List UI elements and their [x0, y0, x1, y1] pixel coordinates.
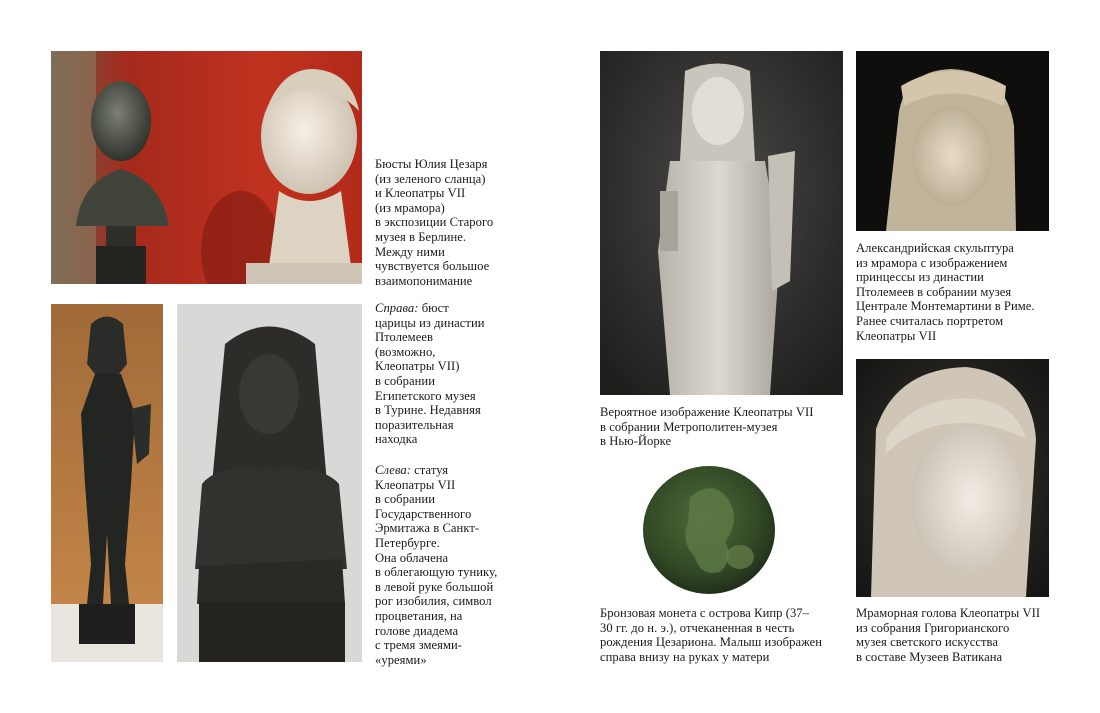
alexandria-head-photo	[856, 51, 1049, 231]
coin-photo	[640, 462, 779, 597]
coin-caption: Бронзовая монета с острова Кипр (37– 30 гг. до н. э.), отчеканенная в честь рождения Цезариона. Малыш изображен справа внизу на руках у матери	[600, 606, 823, 664]
met-statue-photo	[600, 51, 843, 395]
vatican-head-photo	[856, 359, 1049, 597]
met-caption: Вероятное изображение Клеопатры VII в собрании Метрополитен-музея в Нью-Йорке	[600, 405, 814, 449]
busts-caption: Бюсты Юлия Цезаря (из зеленого сланца) и Клеопатры VII (из мрамора) в экспозиции Старого музея в Берлине. Между ними чувствуется большое взаимопонимание	[375, 157, 494, 288]
turin-caption-lead: Справа:	[375, 301, 419, 315]
hermitage-statue-photo	[51, 304, 163, 662]
turin-caption-text: бюст царицы из династии Птолемеев (возможно, Клеопатры VII) в собрании Египетского музея в Турине. Недавняя поразительная находка	[375, 301, 485, 447]
turin-caption	[375, 301, 515, 447]
hermitage-caption	[375, 463, 515, 667]
turin-bust-photo	[177, 304, 362, 662]
vatican-caption: Мраморная голова Клеопатры VII из собрания Григорианского музея светского искусства в составе Музеев Ватикана	[856, 606, 1041, 664]
hermitage-caption-text: статуя Клеопатры VII в собрании Государственного Эрмитажа в Санкт- Петербурге. Она облачена в облегающую тунику, в левой руке большой рог изобилия, символ процветания, на голове диадема с тремя змеями- «уреями»	[375, 463, 498, 667]
hermitage-caption-lead: Слева:	[375, 463, 411, 477]
busts-photo	[51, 51, 362, 284]
alexandria-caption: Александрийская скульптура из мрамора с изображением принцессы из династии Птолемеев в собрании музея Централе Монтемартини в Риме. Ранее считалась портретом Клеопатры VII	[856, 241, 1035, 343]
